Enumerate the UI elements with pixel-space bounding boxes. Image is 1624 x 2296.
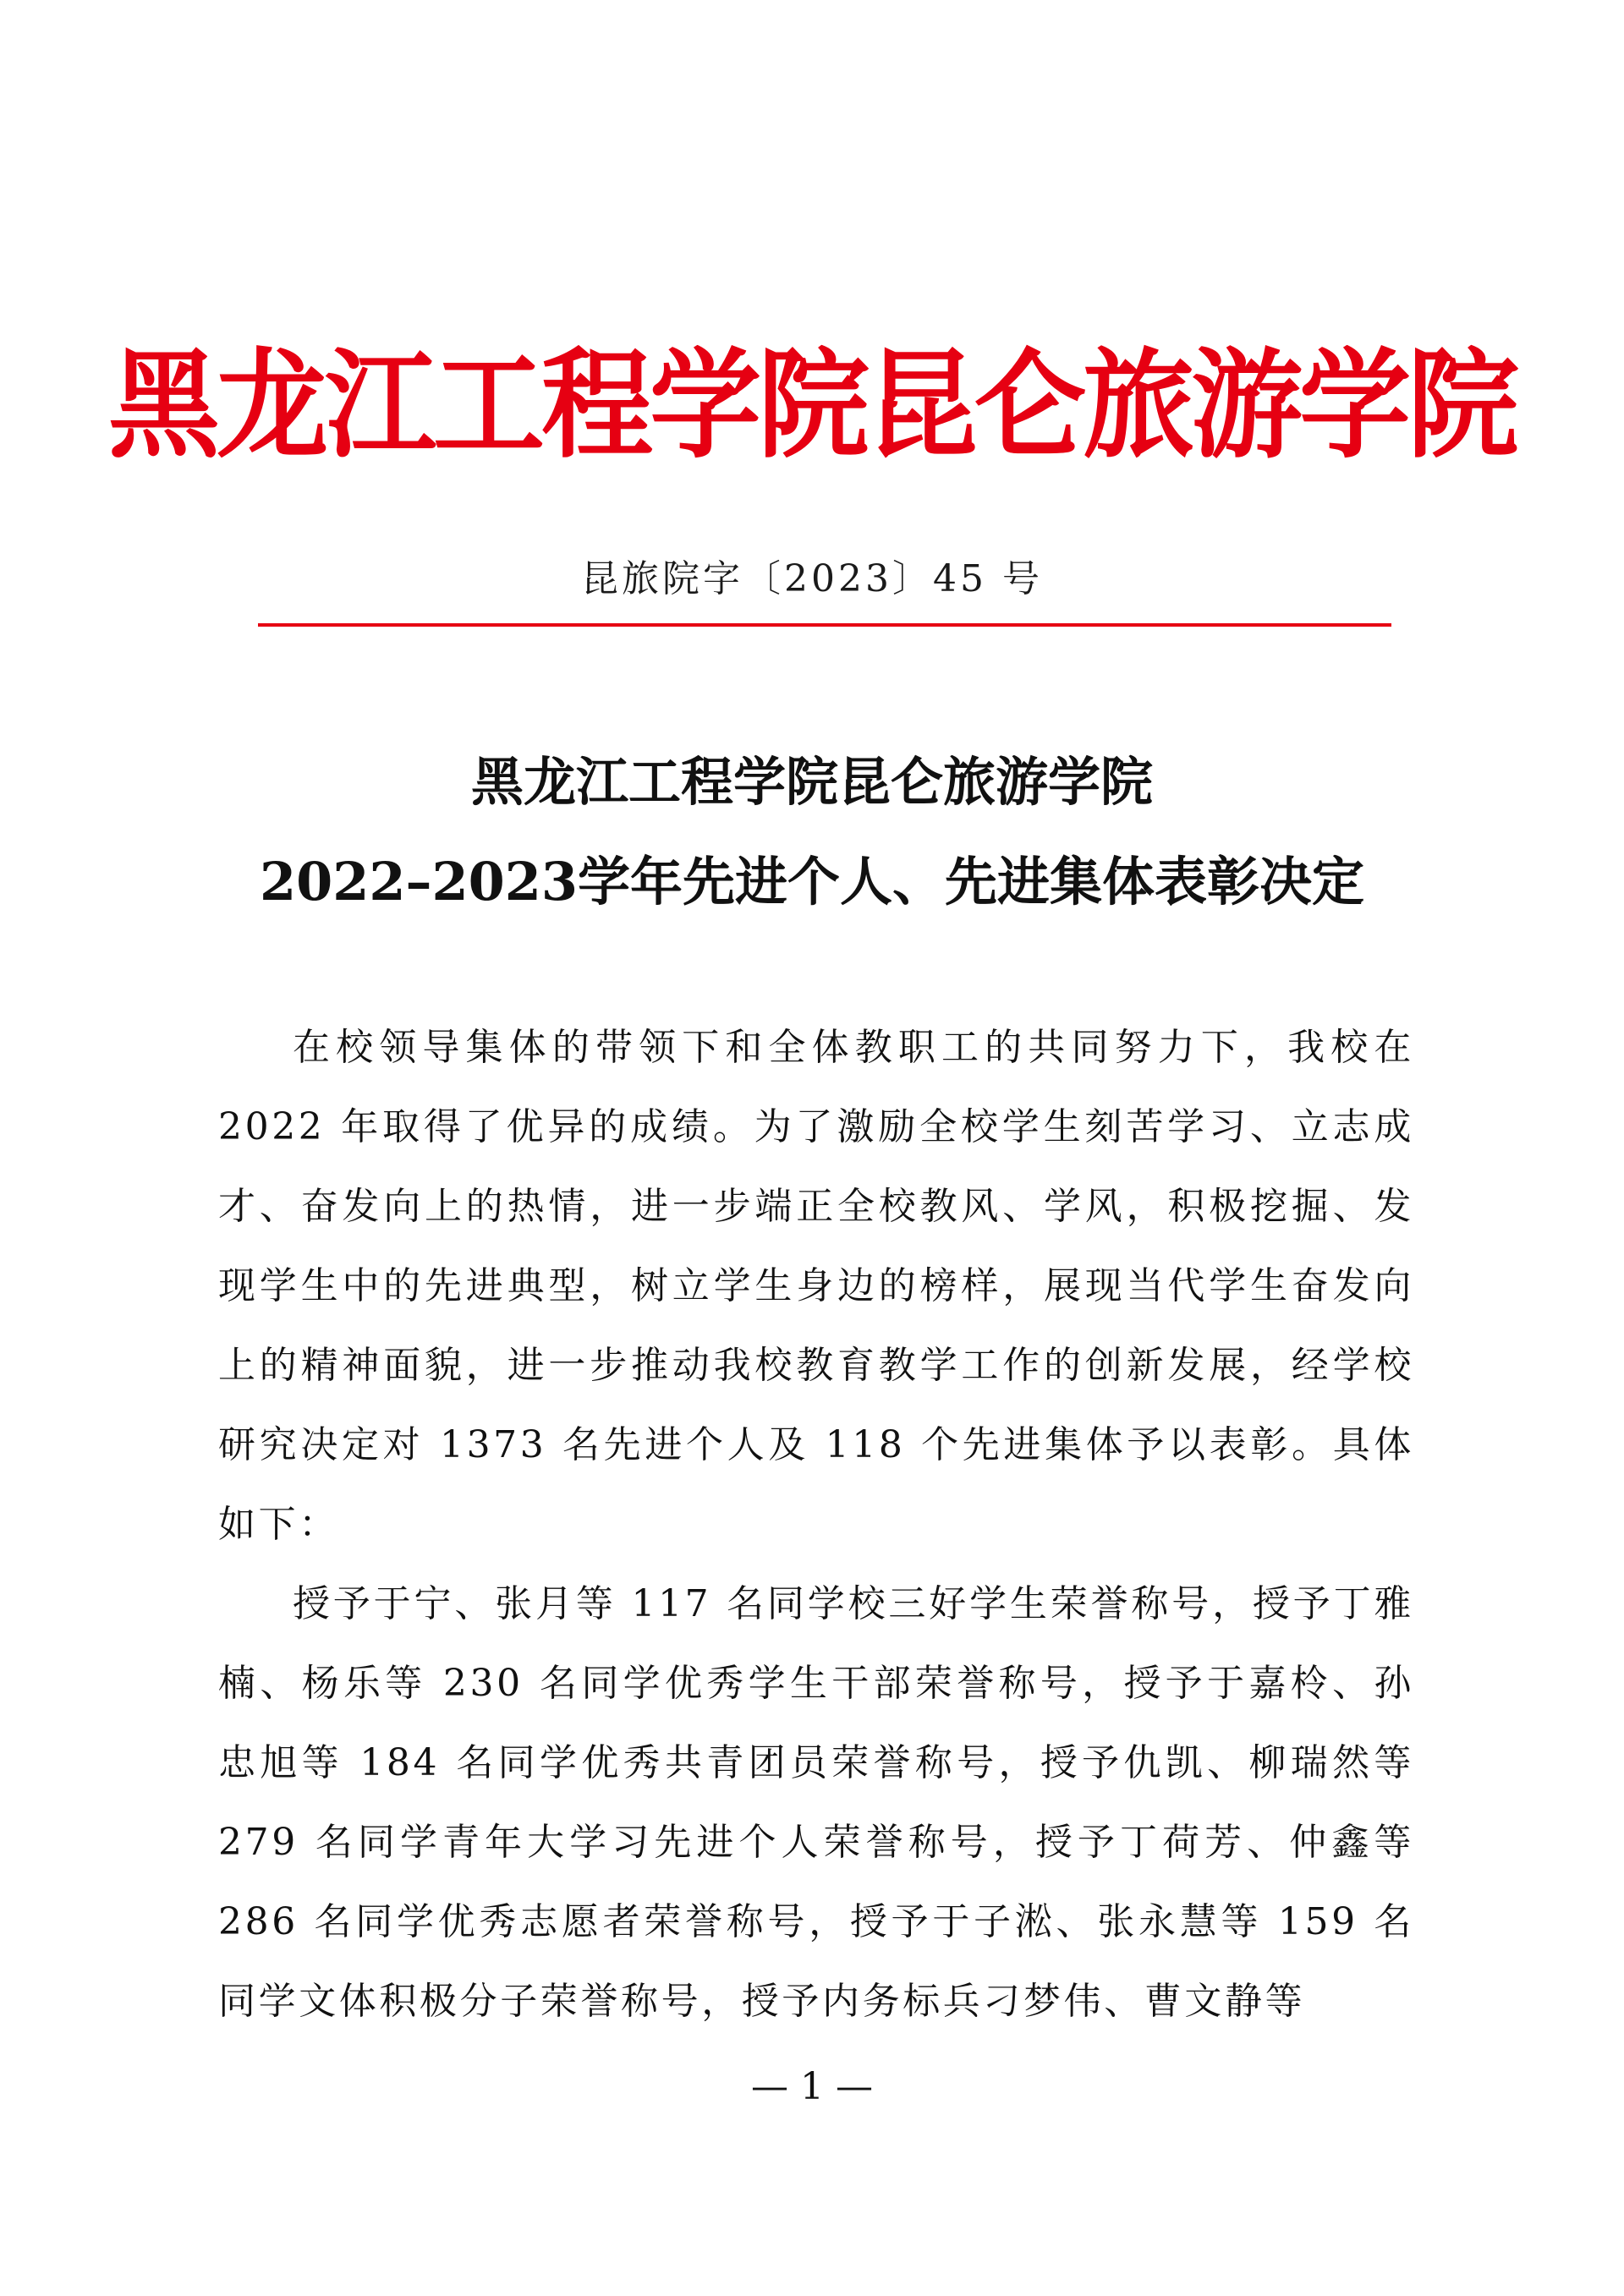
masthead-title: 黑龙江工程学院昆仑旅游学院	[108, 336, 1516, 475]
document-title-line-1: 黑龙江工程学院昆仑旅游学院	[470, 751, 1153, 813]
red-separator-line	[258, 623, 1391, 627]
body-paragraph-1: 在校领导集体的带领下和全体教职工的共同努力下，我校在2022 年取得了优异的成绩。为了激励全校学生刻苦学习、立志成才、奋发向上的热情，进一步端正全校教风、学风，积极挖掘、发现学生中的先进典型，树立学生身边的榜样，展现当代学生奋发向上的精神面貌，进一步推动我校教育教学工作的创新发展，经学校研究决定对 1373 名先进个人及 118 个先进集体予以表彰。具体如下：	[218, 1026, 1414, 1546]
document-title-line-2: 2022–2023学年先进个人、先进集体表彰决定	[259, 851, 1365, 912]
body-paragraph-2: 授予于宁、张月等 117 名同学校三好学生荣誉称号，授予丁雅楠、杨乐等 230 名同学优秀学生干部荣誉称号，授予于嘉柃、孙忠旭等 184 名同学优秀共青团员荣誉称号，授予仇凯、柳瑞然等 279 名同学青年大学习先进个人荣誉称号，授予丁荷芳、仲鑫等 286 名同学优秀志愿者荣誉称号，授予于子淞、张永慧等 159 名同学文体积极分子荣誉称号，授予内务标兵刁梦伟、曹文静等	[218, 1582, 1414, 2023]
document-number: 昆旅院字〔2023〕45 号	[581, 557, 1043, 600]
page-number: — 1 —	[751, 2065, 873, 2108]
document-body	[218, 1008, 1414, 2041]
